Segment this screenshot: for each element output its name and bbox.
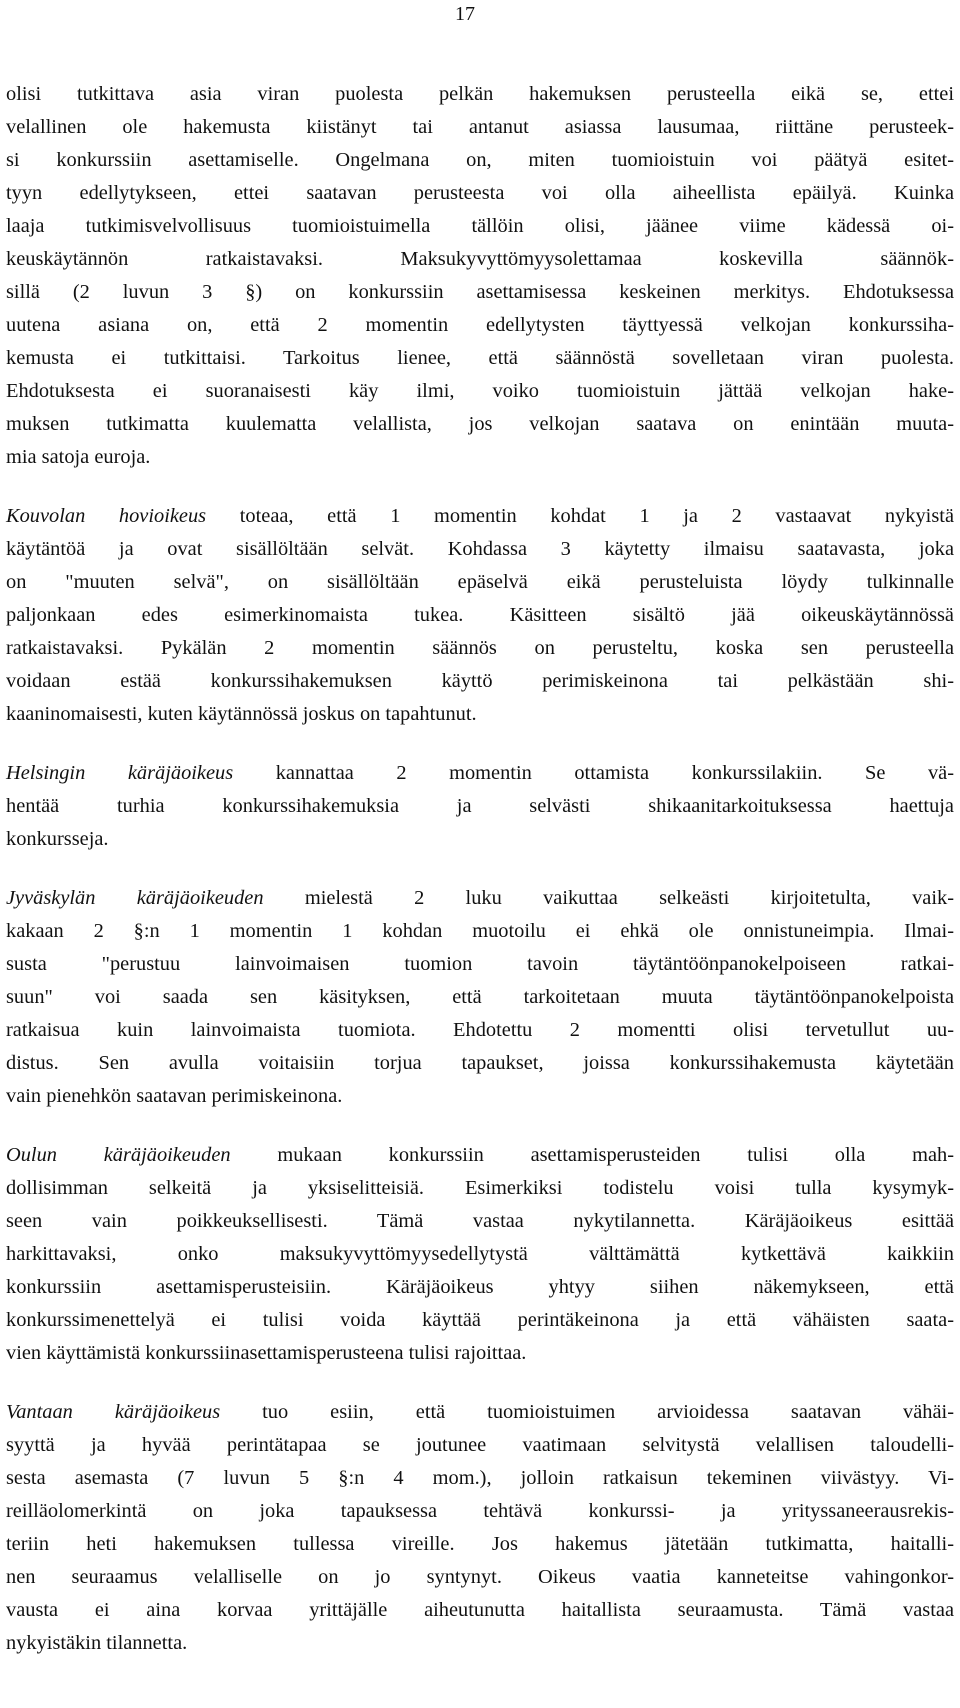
text-line — [6, 1080, 954, 1113]
paragraph — [6, 882, 954, 1113]
text-line — [6, 342, 954, 375]
line-text: mukaan konkurssiin asettamisperusteiden tulisi olla mah- — [230, 1144, 954, 1166]
line-text: Ehdotuksesta ei suoranaisesti käy ilmi, voiko tuomioistuin jättää velkojan hake- — [6, 380, 954, 402]
line-text: teriin heti hakemuksen tullessa vireille. Jos hakemus jätetään tutkimatta, haitalli- — [6, 1533, 954, 1555]
line-text: kaaninomaisesti, kuten käytännössä joskus on tapahtunut. — [6, 703, 477, 725]
text-line — [6, 408, 954, 441]
text-line — [6, 1495, 954, 1528]
line-text: voidaan estää konkurssihakemuksen käyttö perimiskeinona tai pelkästään shi- — [6, 670, 954, 692]
text-line — [6, 599, 954, 632]
document-body — [6, 78, 954, 1686]
text-line — [6, 698, 954, 731]
paragraph — [6, 78, 954, 474]
line-text: olisi tutkittava asia viran puolesta pelkän hakemuksen perusteella eikä se, ettei — [6, 83, 954, 105]
line-text: mia satoja euroja. — [6, 446, 151, 468]
text-line — [6, 1271, 954, 1304]
text-line — [6, 309, 954, 342]
line-text: distus. Sen avulla voitaisiin torjua tapaukset, joissa konkurssihakemusta käytetään — [6, 1052, 954, 1074]
text-line — [6, 533, 954, 566]
text-line — [6, 790, 954, 823]
text-line — [6, 1429, 954, 1462]
text-line — [6, 1462, 954, 1495]
court-name: Oulun käräjäoikeuden — [6, 1144, 231, 1166]
text-line — [6, 243, 954, 276]
text-line — [6, 1238, 954, 1271]
line-text: toteaa, että 1 momentin kohdat 1 ja 2 vastaavat nykyistä — [206, 505, 955, 527]
text-line — [6, 441, 954, 474]
line-text: syyttä ja hyvää perintätapaa se joutunee vaatimaan selvitystä velallisen taloudelli- — [6, 1434, 954, 1456]
text-line — [6, 757, 954, 790]
line-text: velallinen ole hakemusta kiistänyt tai antanut asiassa lausumaa, riittäne perusteek- — [6, 116, 954, 138]
line-text: konkursseja. — [6, 828, 109, 850]
paragraph — [6, 1139, 954, 1370]
line-text: nykyistäkin tilannetta. — [6, 1632, 188, 1654]
text-line — [6, 144, 954, 177]
paragraph — [6, 757, 954, 856]
line-text: seen vain poikkeuksellisesti. Tämä vastaa nykytilannetta. Käräjäoikeus esittää — [6, 1210, 954, 1232]
line-text: sesta asemasta (7 luvun 5 §:n 4 mom.), jolloin ratkaisun tekeminen viivästyy. Vi- — [6, 1467, 954, 1489]
line-text: vien käyttämistä konkurssiinasettamisperusteena tulisi rajoittaa. — [6, 1342, 527, 1364]
text-line — [6, 500, 954, 533]
line-text: harkittavaksi, onko maksukyvyttömyysedellytystä välttämättä kytkettävä kaikkiin — [6, 1243, 954, 1265]
text-line — [6, 276, 954, 309]
line-text: konkurssimenettelyä ei tulisi voida käyttää perintäkeinona ja että vähäisten saata- — [6, 1309, 954, 1331]
line-text: tuo esiin, että tuomioistuimen arvioidessa saatavan vähäi- — [220, 1401, 955, 1423]
line-text: konkurssiin asettamisperusteisiin. Käräjäoikeus yhtyy siihen näkemykseen, että — [6, 1276, 954, 1298]
line-text: muksen tutkimatta kuulematta velallista, jos velkojan saatava on enintään muuta- — [6, 413, 954, 435]
line-text: nen seuraamus velalliselle on jo syntynyt. Oikeus vaatia kanneteitse vahingonkor- — [6, 1566, 954, 1588]
line-text: käytäntöä ja ovat sisällöltään selvät. Kohdassa 3 käytetty ilmaisu saatavasta, joka — [6, 538, 954, 560]
line-text: si konkurssiin asettamiselle. Ongelmana on, miten tuomioistuin voi päätyä esitet- — [6, 149, 954, 171]
text-line — [6, 1337, 954, 1370]
text-line — [6, 111, 954, 144]
text-line — [6, 1047, 954, 1080]
court-name: Kouvolan hovioikeus — [6, 505, 207, 527]
text-line — [6, 375, 954, 408]
line-text: keuskäytännön ratkaistavaksi. Maksukyvyttömyysolettamaa koskevilla säännök- — [6, 248, 954, 270]
line-text: reilläolomerkintä on joka tapauksessa tehtävä konkurssi- ja yrityssaneerausrekis- — [6, 1500, 954, 1522]
text-line — [6, 1139, 954, 1172]
court-name: Vantaan käräjäoikeus — [6, 1401, 221, 1423]
text-line — [6, 1594, 954, 1627]
text-line — [6, 915, 954, 948]
court-name: Helsingin käräjäoikeus — [6, 762, 234, 784]
line-text: dollisimman selkeitä ja yksiselitteisiä. Esimerkiksi todistelu voisi tulla kysymyk- — [6, 1177, 954, 1199]
text-line — [6, 1172, 954, 1205]
text-line — [6, 1014, 954, 1047]
line-text: kannattaa 2 momentin ottamista konkurssilakiin. Se vä- — [233, 762, 955, 784]
text-line — [6, 1396, 954, 1429]
text-line — [6, 882, 954, 915]
paragraph — [6, 500, 954, 731]
line-text: susta "perustuu lainvoimaisen tuomion tavoin täytäntöönpanokelpoiseen ratkai- — [6, 953, 954, 975]
text-line — [6, 948, 954, 981]
text-line — [6, 1627, 954, 1660]
page-number-text: 17 — [455, 3, 475, 25]
text-line — [6, 981, 954, 1014]
text-line — [6, 1205, 954, 1238]
line-text: mielestä 2 luku vaikuttaa selkeästi kirjoitetulta, vaik- — [263, 887, 954, 909]
text-line — [6, 1528, 954, 1561]
text-line — [6, 823, 954, 856]
line-text: sillä (2 luvun 3 §) on konkurssiin asettamisessa keskeinen merkitys. Ehdotuksessa — [6, 281, 954, 303]
line-text: kemusta ei tutkittaisi. Tarkoitus lienee, että säännöstä sovelletaan viran puolesta. — [6, 347, 954, 369]
line-text: suun" voi saada sen käsityksen, että tarkoitetaan muuta täytäntöönpanokelpoista — [6, 986, 954, 1008]
line-text: on "muuten selvä", on sisällöltään epäselvä eikä perusteluista löydy tulkinnalle — [6, 571, 954, 593]
line-text: vain pienehkön saatavan perimiskeinona. — [6, 1085, 343, 1107]
text-line — [6, 566, 954, 599]
text-line — [6, 78, 954, 111]
line-text: ratkaistavaksi. Pykälän 2 momentin säännös on perusteltu, koska sen perusteella — [6, 637, 954, 659]
line-text: uutena asiana on, että 2 momentin edellytysten täyttyessä velkojan konkurssiha- — [6, 314, 954, 336]
line-text: ratkaisua kuin lainvoimaista tuomiota. Ehdotettu 2 momentti olisi tervetullut uu- — [6, 1019, 954, 1041]
text-line — [6, 177, 954, 210]
line-text: tyyn edellytykseen, ettei saatavan perusteesta voi olla aiheellista epäilyä. Kuinka — [6, 182, 954, 204]
line-text: laaja tutkimisvelvollisuus tuomioistuimella tällöin olisi, jäänee viime kädessä oi- — [6, 215, 954, 237]
text-line — [6, 632, 954, 665]
paragraph — [6, 1396, 954, 1660]
line-text: paljonkaan edes esimerkinomaista tukea. Käsitteen sisältö jää oikeuskäytännössä — [6, 604, 954, 626]
text-line — [6, 1304, 954, 1337]
line-text: hentää turhia konkurssihakemuksia ja selvästi shikaanitarkoituksessa haettuja — [6, 795, 954, 817]
line-text: kakaan 2 §:n 1 momentin 1 kohdan muotoilu ei ehkä ole onnistuneimpia. Ilmai- — [6, 920, 954, 942]
line-text: vausta ei aina korvaa yrittäjälle aiheutunutta haitallista seuraamusta. Tämä vastaa — [6, 1599, 954, 1621]
text-line — [6, 665, 954, 698]
court-name: Jyväskylän käräjäoikeuden — [6, 887, 264, 909]
text-line — [6, 210, 954, 243]
text-line — [6, 1561, 954, 1594]
